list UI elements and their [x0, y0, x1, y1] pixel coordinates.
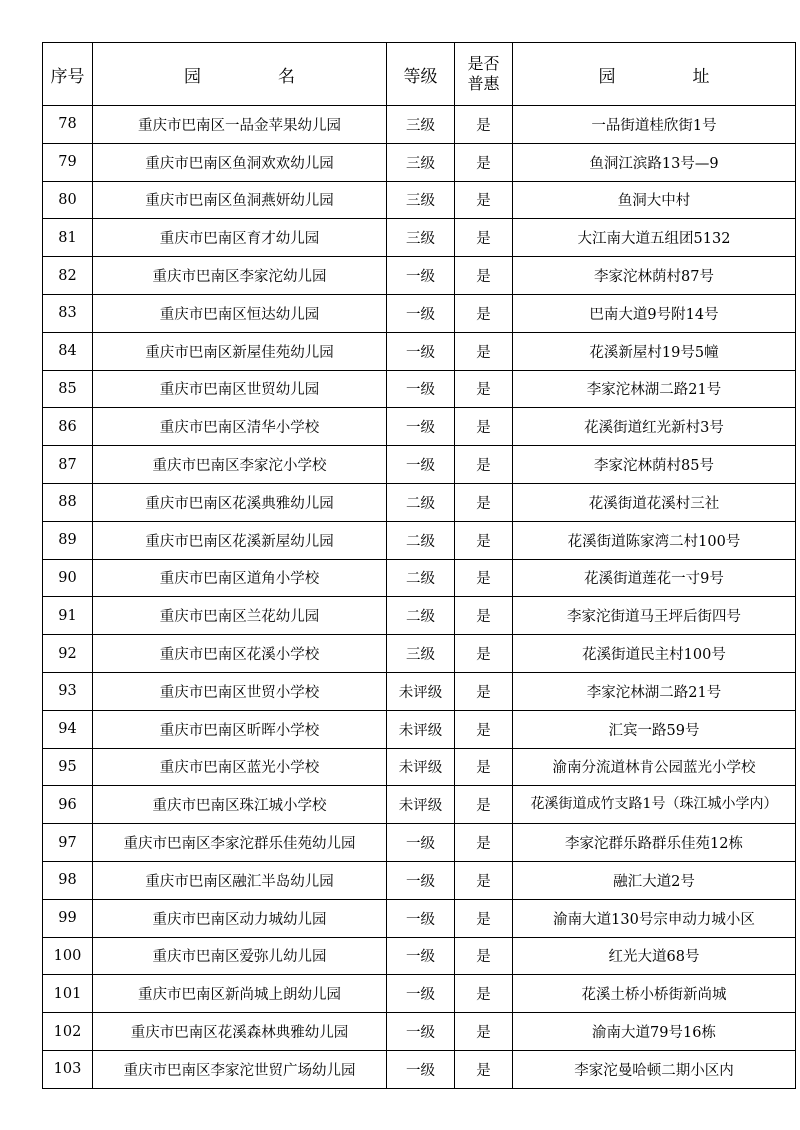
cell-name: 重庆市巴南区动力城幼儿园 — [93, 899, 387, 937]
cell-puhui: 是 — [455, 408, 513, 446]
cell-name: 重庆市巴南区鱼洞燕妍幼儿园 — [93, 181, 387, 219]
cell-address: 李家沱林湖二路21号 — [513, 672, 796, 710]
cell-no: 97 — [43, 824, 93, 862]
cell-name: 重庆市巴南区昕晖小学校 — [93, 710, 387, 748]
cell-level: 一级 — [387, 1013, 455, 1051]
cell-puhui: 是 — [455, 332, 513, 370]
header-address: 园 址 — [513, 43, 796, 106]
cell-puhui: 是 — [455, 748, 513, 786]
cell-level: 一级 — [387, 257, 455, 295]
table-row — [43, 143, 796, 181]
cell-no: 92 — [43, 635, 93, 673]
cell-level: 一级 — [387, 1050, 455, 1088]
table-row — [43, 672, 796, 710]
cell-level: 一级 — [387, 899, 455, 937]
cell-level: 未评级 — [387, 672, 455, 710]
cell-address: 花溪街道民主村100号 — [513, 635, 796, 673]
table-row — [43, 597, 796, 635]
cell-puhui: 是 — [455, 1050, 513, 1088]
cell-no: 90 — [43, 559, 93, 597]
cell-no: 93 — [43, 672, 93, 710]
table-row — [43, 559, 796, 597]
cell-name: 重庆市巴南区新屋佳苑幼儿园 — [93, 332, 387, 370]
header-name: 园 名 — [93, 43, 387, 106]
cell-puhui: 是 — [455, 143, 513, 181]
cell-address: 花溪土桥小桥街新尚城 — [513, 975, 796, 1013]
cell-level: 三级 — [387, 143, 455, 181]
cell-level: 二级 — [387, 521, 455, 559]
header-puhui-line1: 是否 — [467, 54, 500, 73]
cell-no: 94 — [43, 710, 93, 748]
kindergarten-table — [42, 42, 796, 1089]
cell-no: 98 — [43, 861, 93, 899]
cell-level: 一级 — [387, 824, 455, 862]
cell-name: 重庆市巴南区一品金苹果幼儿园 — [93, 106, 387, 144]
cell-no: 78 — [43, 106, 93, 144]
cell-name: 重庆市巴南区蓝光小学校 — [93, 748, 387, 786]
cell-level: 二级 — [387, 597, 455, 635]
cell-no: 103 — [43, 1050, 93, 1088]
table-row — [43, 861, 796, 899]
cell-address: 花溪街道成竹支路1号（珠江城小学内） — [513, 786, 796, 824]
cell-name: 重庆市巴南区融汇半岛幼儿园 — [93, 861, 387, 899]
table-row — [43, 521, 796, 559]
cell-address: 李家沱林荫村85号 — [513, 446, 796, 484]
table-row — [43, 106, 796, 144]
cell-puhui: 是 — [455, 219, 513, 257]
cell-level: 三级 — [387, 181, 455, 219]
cell-no: 86 — [43, 408, 93, 446]
cell-name: 重庆市巴南区清华小学校 — [93, 408, 387, 446]
cell-name: 重庆市巴南区李家沱群乐佳苑幼儿园 — [93, 824, 387, 862]
table-row — [43, 748, 796, 786]
cell-no: 101 — [43, 975, 93, 1013]
cell-no: 82 — [43, 257, 93, 295]
cell-address: 花溪街道莲花一寸9号 — [513, 559, 796, 597]
cell-puhui: 是 — [455, 294, 513, 332]
cell-address: 渝南大道130号宗申动力城小区 — [513, 899, 796, 937]
cell-puhui: 是 — [455, 446, 513, 484]
table-row — [43, 483, 796, 521]
table-row — [43, 899, 796, 937]
table-row — [43, 294, 796, 332]
cell-name: 重庆市巴南区育才幼儿园 — [93, 219, 387, 257]
header-no: 序号 — [43, 43, 93, 106]
cell-level: 一级 — [387, 294, 455, 332]
cell-address: 红光大道68号 — [513, 937, 796, 975]
cell-address: 李家沱林荫村87号 — [513, 257, 796, 295]
table-row — [43, 181, 796, 219]
table-row — [43, 824, 796, 862]
cell-name: 重庆市巴南区珠江城小学校 — [93, 786, 387, 824]
cell-puhui: 是 — [455, 257, 513, 295]
cell-name: 重庆市巴南区花溪新屋幼儿园 — [93, 521, 387, 559]
cell-no: 99 — [43, 899, 93, 937]
cell-no: 79 — [43, 143, 93, 181]
cell-name: 重庆市巴南区恒达幼儿园 — [93, 294, 387, 332]
header-row — [43, 43, 796, 106]
cell-address: 花溪街道花溪村三社 — [513, 483, 796, 521]
table-row — [43, 446, 796, 484]
cell-name: 重庆市巴南区兰花幼儿园 — [93, 597, 387, 635]
cell-no: 84 — [43, 332, 93, 370]
header-puhui-line2: 普惠 — [467, 74, 500, 93]
cell-puhui: 是 — [455, 786, 513, 824]
cell-level: 三级 — [387, 635, 455, 673]
cell-level: 一级 — [387, 937, 455, 975]
table-row — [43, 710, 796, 748]
cell-address: 花溪街道陈家湾二村100号 — [513, 521, 796, 559]
cell-level: 未评级 — [387, 710, 455, 748]
cell-name: 重庆市巴南区李家沱世贸广场幼儿园 — [93, 1050, 387, 1088]
cell-no: 102 — [43, 1013, 93, 1051]
table-row — [43, 635, 796, 673]
cell-address: 李家沱群乐路群乐佳苑12栋 — [513, 824, 796, 862]
header-level: 等级 — [387, 43, 455, 106]
cell-no: 89 — [43, 521, 93, 559]
cell-no: 96 — [43, 786, 93, 824]
cell-level: 一级 — [387, 408, 455, 446]
cell-address: 渝南分流道林肯公园蓝光小学校 — [513, 748, 796, 786]
cell-level: 二级 — [387, 559, 455, 597]
cell-puhui: 是 — [455, 672, 513, 710]
cell-name: 重庆市巴南区新尚城上朗幼儿园 — [93, 975, 387, 1013]
cell-puhui: 是 — [455, 483, 513, 521]
cell-address: 鱼洞大中村 — [513, 181, 796, 219]
cell-puhui: 是 — [455, 181, 513, 219]
cell-name: 重庆市巴南区花溪小学校 — [93, 635, 387, 673]
cell-level: 未评级 — [387, 748, 455, 786]
table-row — [43, 937, 796, 975]
cell-no: 80 — [43, 181, 93, 219]
cell-puhui: 是 — [455, 824, 513, 862]
cell-puhui: 是 — [455, 106, 513, 144]
cell-address: 花溪街道红光新村3号 — [513, 408, 796, 446]
cell-puhui: 是 — [455, 370, 513, 408]
cell-name: 重庆市巴南区李家沱小学校 — [93, 446, 387, 484]
cell-address: 李家沱林湖二路21号 — [513, 370, 796, 408]
cell-name: 重庆市巴南区道角小学校 — [93, 559, 387, 597]
cell-address: 李家沱街道马王坪后街四号 — [513, 597, 796, 635]
cell-no: 88 — [43, 483, 93, 521]
cell-no: 95 — [43, 748, 93, 786]
cell-name: 重庆市巴南区花溪森林典雅幼儿园 — [93, 1013, 387, 1051]
cell-address: 李家沱曼哈顿二期小区内 — [513, 1050, 796, 1088]
cell-address: 鱼洞江滨路13号—9 — [513, 143, 796, 181]
cell-puhui: 是 — [455, 710, 513, 748]
cell-level: 三级 — [387, 106, 455, 144]
cell-puhui: 是 — [455, 597, 513, 635]
cell-no: 91 — [43, 597, 93, 635]
cell-name: 重庆市巴南区李家沱幼儿园 — [93, 257, 387, 295]
table-row — [43, 975, 796, 1013]
table-row — [43, 332, 796, 370]
cell-level: 一级 — [387, 446, 455, 484]
cell-address: 汇宾一路59号 — [513, 710, 796, 748]
cell-puhui: 是 — [455, 635, 513, 673]
cell-level: 一级 — [387, 332, 455, 370]
cell-no: 81 — [43, 219, 93, 257]
cell-puhui: 是 — [455, 899, 513, 937]
cell-level: 一级 — [387, 370, 455, 408]
cell-name: 重庆市巴南区花溪典雅幼儿园 — [93, 483, 387, 521]
cell-level: 二级 — [387, 483, 455, 521]
cell-address: 花溪新屋村19号5幢 — [513, 332, 796, 370]
cell-name: 重庆市巴南区鱼洞欢欢幼儿园 — [93, 143, 387, 181]
cell-address: 融汇大道2号 — [513, 861, 796, 899]
cell-level: 一级 — [387, 975, 455, 1013]
cell-puhui: 是 — [455, 559, 513, 597]
cell-puhui: 是 — [455, 521, 513, 559]
cell-no: 87 — [43, 446, 93, 484]
cell-name: 重庆市巴南区世贸幼儿园 — [93, 370, 387, 408]
cell-address: 大江南大道五组团5132 — [513, 219, 796, 257]
table-row — [43, 1050, 796, 1088]
cell-level: 三级 — [387, 219, 455, 257]
cell-name: 重庆市巴南区爱弥儿幼儿园 — [93, 937, 387, 975]
cell-address: 渝南大道79号16栋 — [513, 1013, 796, 1051]
cell-no: 83 — [43, 294, 93, 332]
table-row — [43, 786, 796, 824]
cell-no: 100 — [43, 937, 93, 975]
cell-puhui: 是 — [455, 1013, 513, 1051]
table-row — [43, 370, 796, 408]
cell-puhui: 是 — [455, 937, 513, 975]
cell-name: 重庆市巴南区世贸小学校 — [93, 672, 387, 710]
table-row — [43, 257, 796, 295]
header-puhui — [455, 43, 513, 106]
cell-puhui: 是 — [455, 861, 513, 899]
cell-puhui: 是 — [455, 975, 513, 1013]
cell-level: 未评级 — [387, 786, 455, 824]
cell-level: 一级 — [387, 861, 455, 899]
cell-address: 一品街道桂欣街1号 — [513, 106, 796, 144]
table-row — [43, 408, 796, 446]
cell-address: 巴南大道9号附14号 — [513, 294, 796, 332]
table-row — [43, 219, 796, 257]
cell-no: 85 — [43, 370, 93, 408]
table-row — [43, 1013, 796, 1051]
